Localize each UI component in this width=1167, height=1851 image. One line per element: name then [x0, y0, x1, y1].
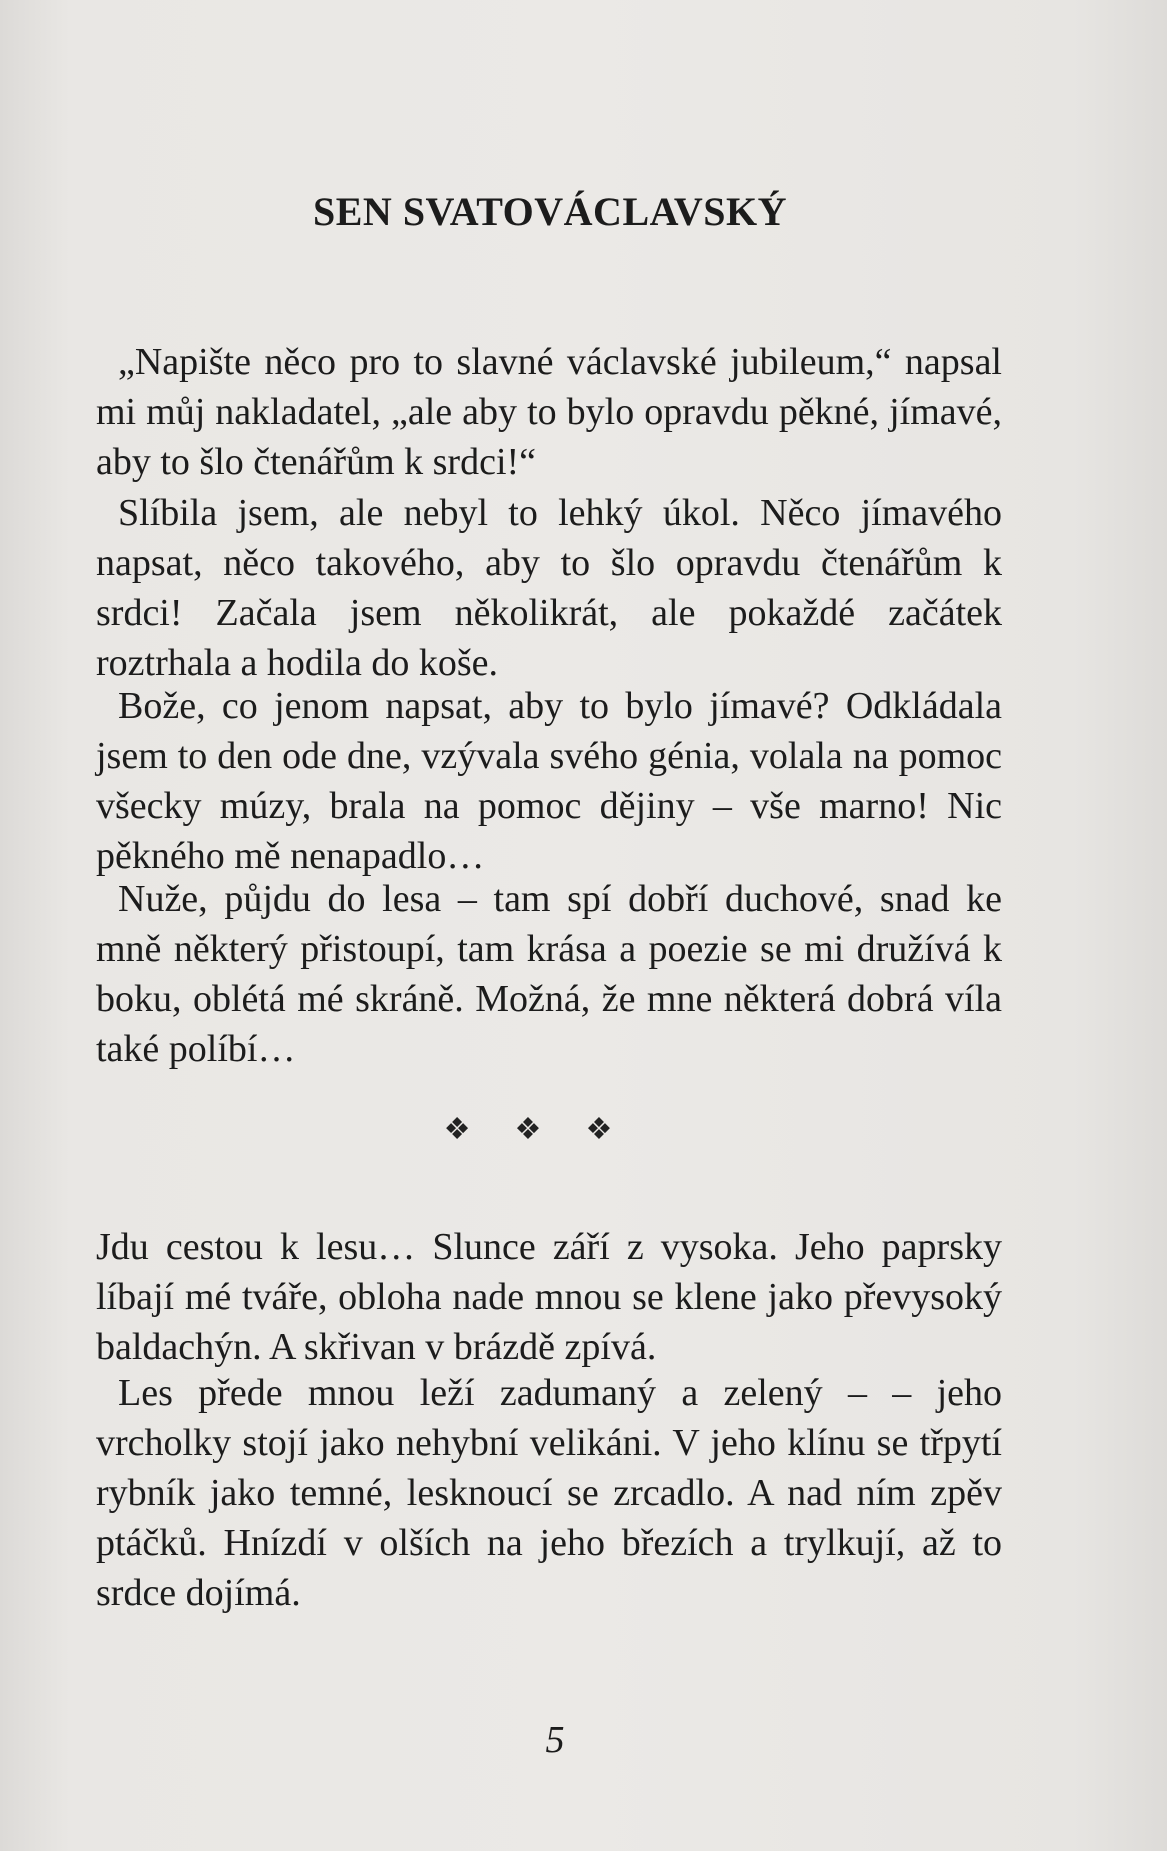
paragraph: Les přede mnou leží zadumaný a zelený – – jeho vrcholky stojí jako nehybní velikáni. V jeho klínu se třpytí rybník jako temné, lesknoucí se zrcadlo. A nad ním zpěv ptáčků. Hnízdí v olších na jeho březích a trylkují, až to srdce dojímá.: [96, 1372, 1002, 1614]
page-number: 5: [545, 1719, 565, 1761]
chapter-title: SEN SVATOVÁCLAVSKÝ: [313, 189, 787, 234]
paragraph: Nuže, půjdu do lesa – tam spí dobří duchové, snad ke mně některý přistoupí, tam krása a poezie se mi družívá k boku, oblétá mé skráně. Možná, že mne některá dobrá víla také políbí…: [96, 878, 1002, 1070]
paragraph: Slíbila jsem, ale nebyl to lehký úkol. Něco jímavého napsat, něco takového, aby to šlo opravdu čtenářům k srdci! Začala jsem několikrát, ale pokaždé začátek roztrhala a hodila do koše.: [96, 492, 1002, 684]
section-divider-ornament: ❖❖❖: [443, 1113, 657, 1146]
paragraph: „Napište něco pro to slavné václavské jubileum,“ napsal mi můj nakladatel, „ale aby to bylo opravdu pěkné, jímavé, aby to šlo čtenářům k srdci!“: [96, 341, 1002, 483]
paragraph: Jdu cestou k lesu… Slunce září z vysoka. Jeho paprsky líbají mé tváře, obloha nade mnou se klene jako převysoký baldachýn. A skřivan v brázdě zpívá.: [96, 1226, 1002, 1368]
paragraph: Bože, co jenom napsat, aby to bylo jímavé? Odkládala jsem to den ode dne, vzývala svého génia, volala na pomoc všecky múzy, brala na pomoc dějiny – vše marno! Nic pěkného mě nenapadlo…: [96, 685, 1002, 877]
